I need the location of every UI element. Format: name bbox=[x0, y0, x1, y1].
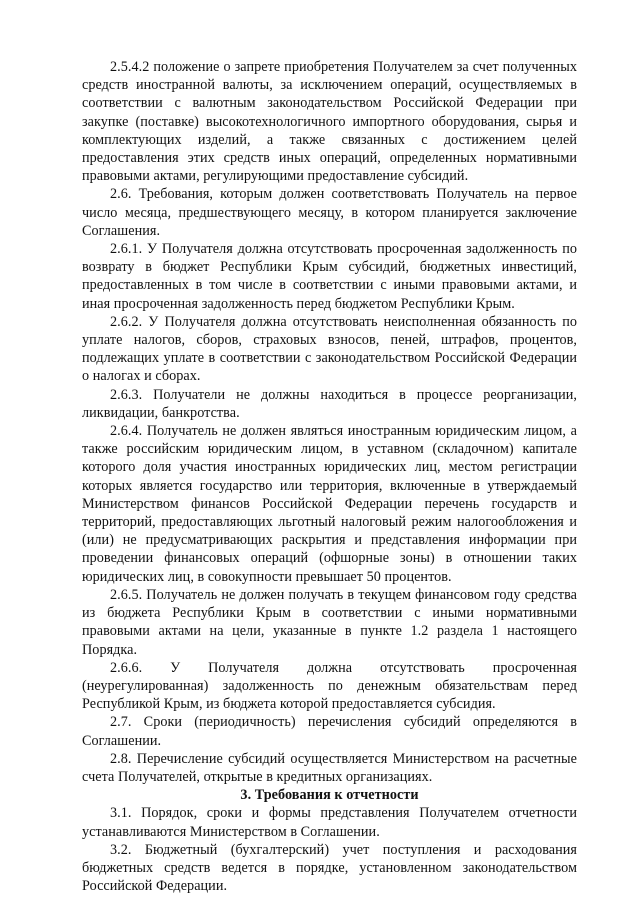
document-body bbox=[82, 58, 577, 895]
paragraph-2-6-6: 2.6.6. У Получателя должна отсутствовать просроченная (неурегулированная) задолженность по денежным обязательствам перед Республикой Крым, из бюджета которой предоставляется субсидия. bbox=[82, 659, 577, 713]
paragraph-3-1: 3.1. Порядок, сроки и формы представления Получателем отчетности устанавливаются Министерством в Соглашении. bbox=[82, 805, 577, 840]
paragraph-2-6-1: 2.6.1. У Получателя должна отсутствовать просроченная задолженность по возврату в бюджет Республики Крым субсидий, бюджетных инвестиций, предоставленных в том числе в соответствии с иными правовыми актами, и иная просроченная задолженность перед бюджетом Республики Крым. bbox=[82, 241, 577, 312]
paragraph-2-6-5: 2.6.5. Получатель не должен получать в текущем финансовом году средства из бюджета Республики Крым в соответствии с иными нормативными правовыми актами на цели, указанные в пункте 1.2 раздела 1 настоящего Порядка. bbox=[82, 586, 577, 658]
paragraph-2-5-4-2: 2.5.4.2 положение о запрете приобретения Получателем за счет полученных средств иностранной валюты, за исключением операций, осуществляемых в соответствии с валютным законодательством Российской Федерации при закупке (поставке) высокотехнологичного импортного оборудования, сырья и комплектующих изделий, а также связанных с достижением целей предоставления этих средств иных операций, определенных нормативными правовыми актами, регулирующими предоставление субсидий. bbox=[82, 59, 577, 185]
paragraph-2-6-2: 2.6.2. У Получателя должна отсутствовать неисполненная обязанность по уплате налогов, сборов, страховых взносов, пеней, штрафов, процентов, подлежащих уплате в соответствии с законодательством Российской Федерации о налогах и сборах. bbox=[82, 313, 577, 385]
paragraph-3-2: 3.2. Бюджетный (бухгалтерский) учет поступления и расходования бюджетных средств ведется в порядке, установленном законодательством Российской Федерации. bbox=[82, 841, 577, 895]
paragraph-2-7: 2.7. Сроки (периодичность) перечисления субсидий определяются в Соглашении. bbox=[82, 714, 577, 749]
paragraph-2-8: 2.8. Перечисление субсидий осуществляется Министерством на расчетные счета Получателей, открытые в кредитных организациях. bbox=[82, 750, 577, 785]
paragraph-2-6-4: 2.6.4. Получатель не должен являться иностранным юридическим лицом, а также российским юридическим лицом, в уставном (складочном) капитале которого доля участия иностранных юридических лиц, местом регистрации которых является государство или территория, включенные в утверждаемый Министерством финансов Российской Федерации перечень государств и территорий, предоставляющих льготный налоговый режим налогообложения и (или) не предусматривающих раскрытия и представления информации при проведении финансовых операций (офшорные зоны) в отношении таких юридических лиц, в совокупности превышает 50 процентов. bbox=[82, 423, 577, 585]
paragraph-2-6-3: 2.6.3. Получатели не должны находиться в процессе реорганизации, ликвидации, банкротства. bbox=[82, 386, 577, 421]
section-heading: 3. Требования к отчетности bbox=[240, 787, 419, 804]
paragraph-2-6: 2.6. Требования, которым должен соответствовать Получатель на первое число месяца, предшествующего месяцу, в котором планируется заключение Соглашения. bbox=[82, 186, 577, 239]
